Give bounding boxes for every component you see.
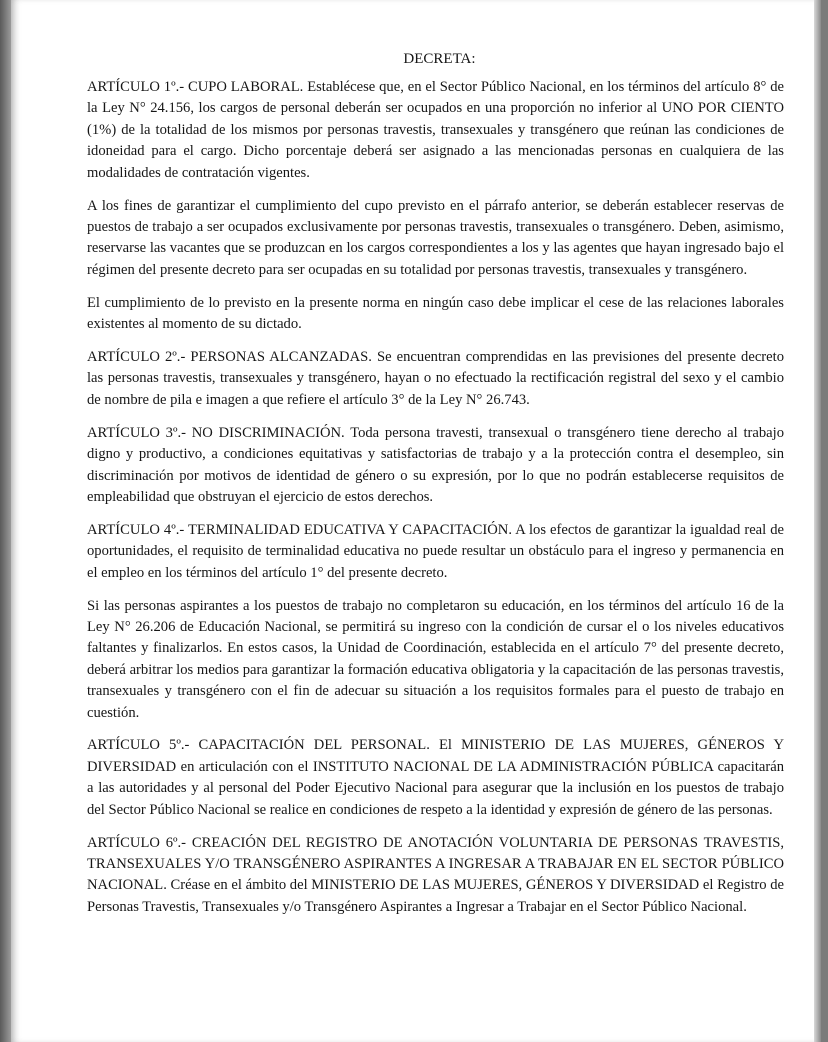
decree-heading: DECRETA:: [403, 51, 476, 67]
article-1-paragraph: ARTÍCULO 1º.- CUPO LABORAL. Establécese que, en el Sector Público Nacional, en los términos del artículo 8° de la Ley N° 24.156, los cargos de personal deberán ser ocupados en una proporción no inferior al UNO POR CIENTO (1%) de la totalidad de los mismos por personas travestis, transexuales y transgénero que reúnan las condiciones de idoneidad para el cargo. Dicho porcentaje deberá ser asignado a las mencionadas personas en cualquiera de las modalidades de contratación vigentes.: [87, 79, 784, 181]
page-left-shadow: [0, 0, 11, 1042]
page-right-edge: [814, 0, 821, 1042]
document-body: [87, 48, 784, 930]
article-1-compliance-paragraph: El cumplimiento de lo previsto en la presente norma en ningún caso debe implicar el cese de las relaciones laborales existentes al momento de su dictado.: [87, 294, 784, 333]
document-page: [11, 0, 821, 1042]
article-4-education-paragraph: Si las personas aspirantes a los puestos de trabajo no completaron su educación, en los términos del artículo 16 de la Ley N° 26.206 de Educación Nacional, se permitirá su ingreso con la condición de cursar el o los niveles educativos faltantes y finalizarlos. En estos casos, la Unidad de Coordinación, establecida en el artículo 7° del presente decreto, deberá arbitrar los medios para garantizar la formación educativa obligatoria y la capacitación de las personas travestis, transexuales y transgénero con el fin de adecuar su situación a los requisitos formales para el puesto de trabajo en cuestión.: [87, 597, 784, 721]
article-2-paragraph: ARTÍCULO 2º.- PERSONAS ALCANZADAS. Se encuentran comprendidas en las previsiones del presente decreto las personas travestis, transexuales y transgénero, hayan o no efectuado la rectificación registral del sexo y el cambio de nombre de pila e imagen a que refiere el artículo 3° de la Ley N° 26.743.: [87, 348, 784, 408]
article-1-reserve-paragraph: A los fines de garantizar el cumplimiento del cupo previsto en el párrafo anterior, se deberán establecer reservas de puestos de trabajo a ser ocupados exclusivamente por personas travestis, transexuales o transgénero. Deben, asimismo, reservarse las vacantes que se produzcan en los cargos correspondientes a los y las agentes que hayan ingresado bajo el régimen del presente decreto para ser ocupadas en su totalidad por personas travestis, transexuales y transgénero.: [87, 197, 784, 278]
article-6-paragraph: ARTÍCULO 6º.- CREACIÓN DEL REGISTRO DE ANOTACIÓN VOLUNTARIA DE PERSONAS TRAVESTIS, TRANSEXUALES Y/O TRANSGÉNERO ASPIRANTES A INGRESAR A TRABAJAR EN EL SECTOR PÚBLICO NACIONAL. Créase en el ámbito del MINISTERIO DE LAS MUJERES, GÉNEROS Y DIVERSIDAD el Registro de Personas Travestis, Transexuales y/o Transgénero Aspirantes a Ingresar a Trabajar en el Sector Público Nacional.: [87, 834, 784, 915]
article-3-paragraph: ARTÍCULO 3º.- NO DISCRIMINACIÓN. Toda persona travesti, transexual o transgénero tiene derecho al trabajo digno y productivo, a condiciones equitativas y satisfactorias de trabajo y a la protección contra el desempleo, sin discriminación por motivos de identidad de género o su expresión, por lo que no podrán establecerse requisitos de empleabilidad que obstruyan el ejercicio de estos derechos.: [87, 424, 784, 505]
article-4-paragraph: ARTÍCULO 4º.- TERMINALIDAD EDUCATIVA Y CAPACITACIÓN. A los efectos de garantizar la igualdad real de oportunidades, el requisito de terminalidad educativa no puede resultar un obstáculo para el ingreso y permanencia en el empleo en los términos del artículo 1° del presente decreto.: [87, 521, 784, 581]
article-5-paragraph: ARTÍCULO 5º.- CAPACITACIÓN DEL PERSONAL. El MINISTERIO DE LAS MUJERES, GÉNEROS Y DIVERSIDAD en articulación con el INSTITUTO NACIONAL DE LA ADMINISTRACIÓN PÚBLICA capacitarán a las autoridades y al personal del Poder Ejecutivo Nacional para asegurar que la inclusión en los puestos de trabajo del Sector Público Nacional se realice en condiciones de respeto a la identidad y expresión de género de las personas.: [87, 737, 784, 818]
